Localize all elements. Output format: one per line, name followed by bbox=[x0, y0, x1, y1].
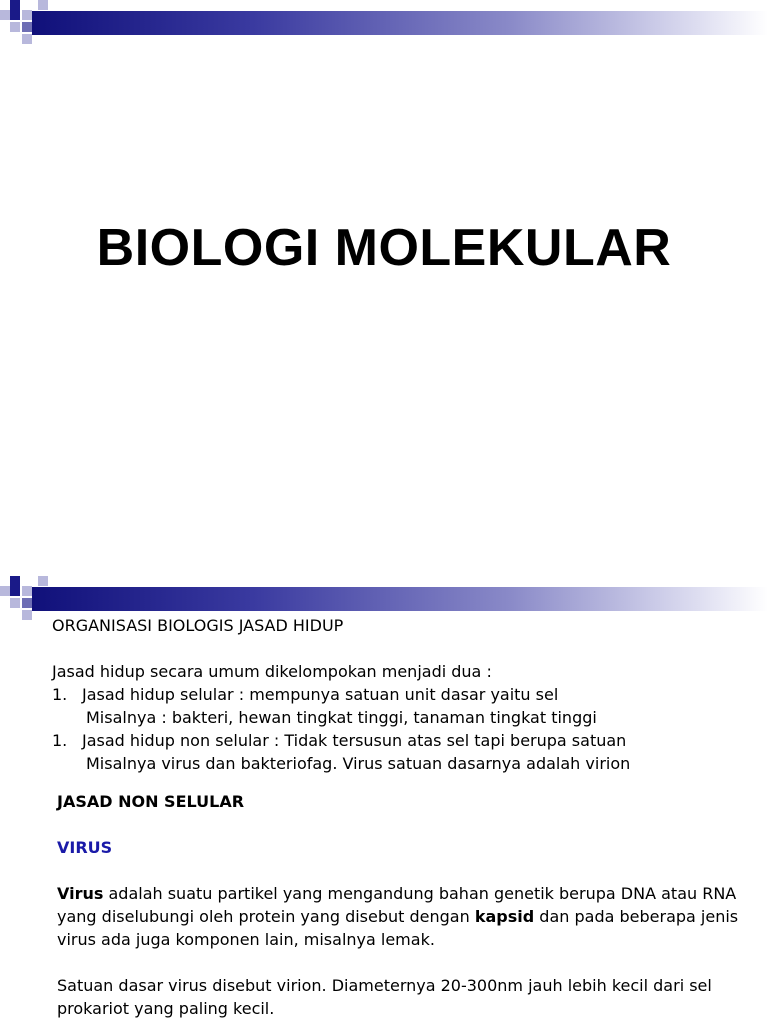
subsection-heading: JASAD NON SELULAR bbox=[57, 792, 245, 811]
decor-square bbox=[22, 610, 32, 620]
decor-square bbox=[38, 576, 48, 586]
decor-square bbox=[0, 10, 10, 20]
decor-square bbox=[10, 0, 20, 10]
list-item-sub: Misalnya : bakteri, hewan tingkat tinggi, tanaman tingkat tinggi bbox=[86, 708, 597, 727]
decor-square bbox=[10, 598, 20, 608]
decor-square bbox=[38, 0, 48, 10]
decor-square bbox=[10, 576, 20, 586]
decor-square bbox=[10, 10, 20, 20]
virus-section bbox=[57, 790, 748, 1020]
decor-square bbox=[10, 22, 20, 32]
list-item: 1. Jasad hidup selular : mempunya satuan unit dasar yaitu sel bbox=[52, 685, 559, 704]
slide-title: BIOLOGI MOLEKULAR bbox=[96, 219, 672, 277]
decor-square bbox=[22, 586, 32, 596]
list-item: 1. Jasad hidup non selular : Tidak tersusun atas sel tapi berupa satuan bbox=[52, 731, 627, 750]
decor-square bbox=[22, 34, 32, 44]
virus-paragraph: Virus adalah suatu partikel yang mengandung bahan genetik berupa DNA atau RNA yang diselubungi oleh protein yang disebut dengan kapsid dan pada beberapa jenis virus ada juga komponen lain, misalnya lemak. bbox=[57, 884, 739, 949]
intro-text: Jasad hidup secara umum dikelompokan menjadi dua : bbox=[52, 662, 492, 681]
virion-paragraph: Satuan dasar virus disebut virion. Diameternya 20-300nm jauh lebih kecil dari sel prokariot yang paling kecil. bbox=[57, 976, 712, 1018]
content-slide bbox=[0, 576, 768, 1024]
virus-heading: VIRUS bbox=[57, 838, 113, 857]
decor-square bbox=[22, 10, 32, 20]
decor-square bbox=[10, 586, 20, 596]
header-bar bbox=[32, 587, 768, 611]
header-bar bbox=[32, 11, 768, 35]
decor-square bbox=[22, 22, 32, 32]
decor-square bbox=[22, 598, 32, 608]
list-item-sub: Misalnya virus dan bakteriofag. Virus satuan dasarnya adalah virion bbox=[86, 754, 631, 773]
section-title: ORGANISASI BIOLOGIS JASAD HIDUP bbox=[52, 616, 344, 635]
decor-square bbox=[0, 586, 10, 596]
slide-content bbox=[52, 614, 744, 775]
